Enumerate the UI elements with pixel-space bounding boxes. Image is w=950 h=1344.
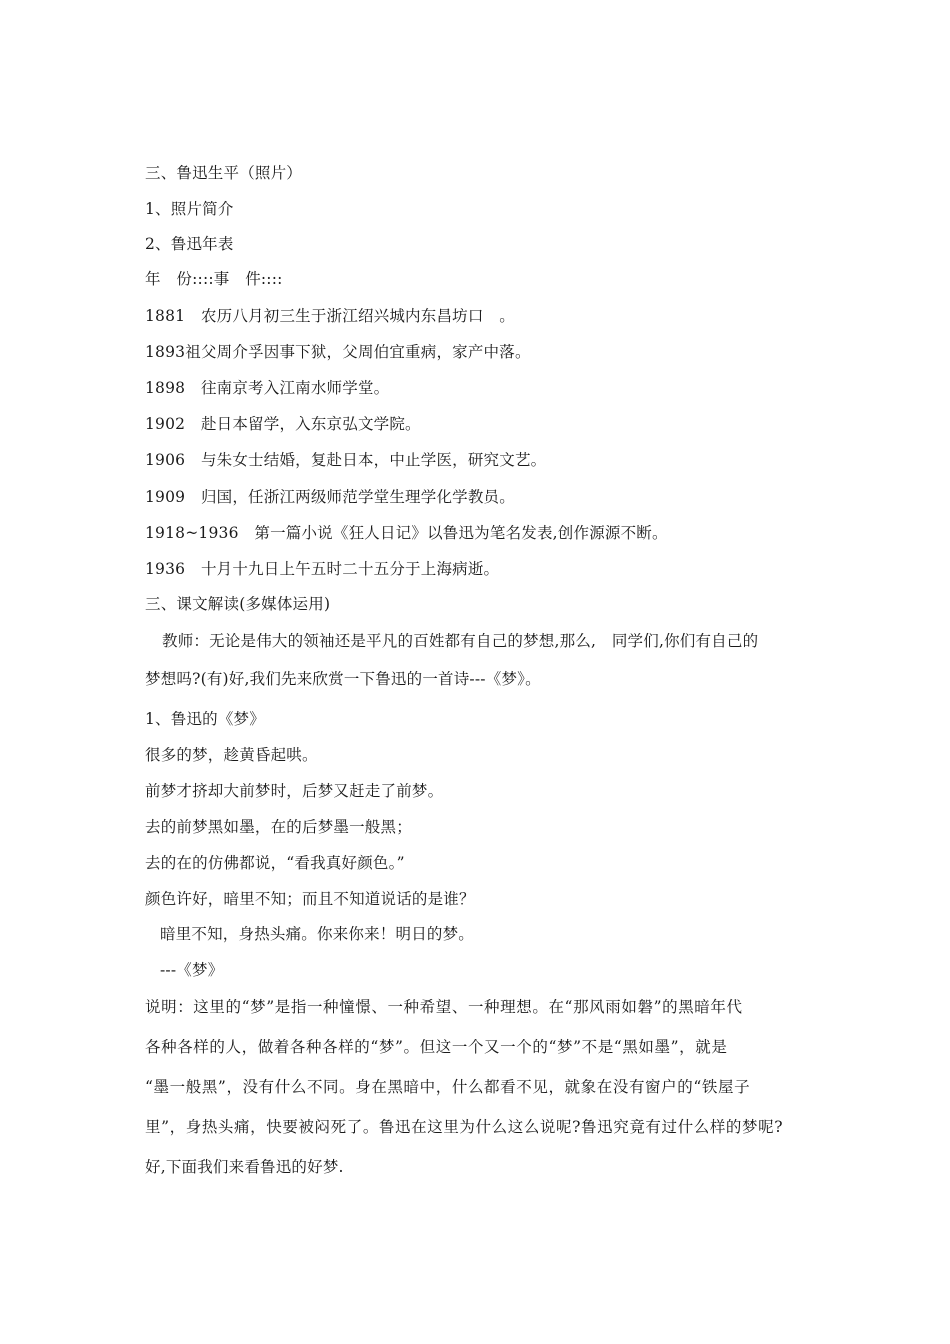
explanation-line: 里”，身热头痛，快要被闷死了。鲁迅在这里为什么这么说呢?鲁迅究竟有过什么样的梦呢?	[145, 1118, 784, 1136]
timeline-entry: 1881 农历八月初三生于浙江绍兴城内东昌坊口 。	[145, 307, 515, 325]
poem-line: 颜色许好，暗里不知；而且不知道说话的是谁？	[145, 890, 475, 908]
explanation-line: 各种各样的人，做着各种各样的“梦”。但这一个又一个的“梦”不是“黑如墨”，就是	[145, 1038, 728, 1056]
poem-line: 暗里不知，身热头痛。你来你来！明日的梦。	[160, 925, 475, 943]
teacher-paragraph-line: 梦想吗?(有)好,我们先来欣赏一下鲁迅的一首诗---《梦》。	[145, 670, 541, 688]
timeline-entry: 1902 赴日本留学，入东京弘文学院。	[145, 415, 421, 433]
teacher-paragraph-line: 教师：无论是伟大的领袖还是平凡的百姓都有自己的梦想,那么, 同学们,你们有自己的	[162, 632, 759, 650]
explanation-line: 说明：这里的“梦”是指一种憧憬、一种希望、一种理想。在“那风雨如磐”的黑暗年代	[145, 998, 743, 1016]
timeline-entry: 1906 与朱女士结婚，复赴日本，中止学医，研究文艺。	[145, 451, 547, 469]
poem-line: 去的在的仿佛都说，“看我真好颜色。”	[145, 854, 405, 872]
section-heading-life: 三、鲁迅生平（照片）	[145, 164, 303, 182]
timeline-entry: 1909 归国，任浙江两级师范学堂生理学化学教员。	[145, 488, 515, 506]
poem-line: 很多的梦，趁黄昏起哄。	[145, 746, 318, 764]
subheading-photo-intro: 1、照片简介	[145, 200, 234, 218]
timeline-entry: 1893祖父周介孚因事下狱，父周伯宜重病，家产中落。	[145, 343, 531, 361]
explanation-line: 好,下面我们来看鲁迅的好梦.	[145, 1158, 344, 1176]
poem-signature: ---《梦》	[160, 961, 224, 979]
poem-line: 去的前梦黑如墨，在的后梦墨一般黑；	[145, 818, 412, 836]
timeline-entry: 1936 十月十九日上午五时二十五分于上海病逝。	[145, 560, 500, 578]
poem-title: 1、鲁迅的《梦》	[145, 710, 265, 728]
explanation-line: “墨一般黑”，没有什么不同。身在黑暗中，什么都看不见，就象在没有窗户的“铁屋子	[145, 1078, 751, 1096]
section-heading-text-reading: 三、课文解读(多媒体运用)	[145, 595, 331, 613]
poem-line: 前梦才挤却大前梦时，后梦又赶走了前梦。	[145, 782, 444, 800]
timeline-entry: 1918~1936 第一篇小说《狂人日记》以鲁迅为笔名发表,创作源源不断。	[145, 524, 668, 542]
timeline-entry: 1898 往南京考入江南水师学堂。	[145, 379, 390, 397]
chronology-table-header: 年 份::::事 件::::	[145, 270, 283, 288]
subheading-chronology: 2、鲁迅年表	[145, 235, 234, 253]
